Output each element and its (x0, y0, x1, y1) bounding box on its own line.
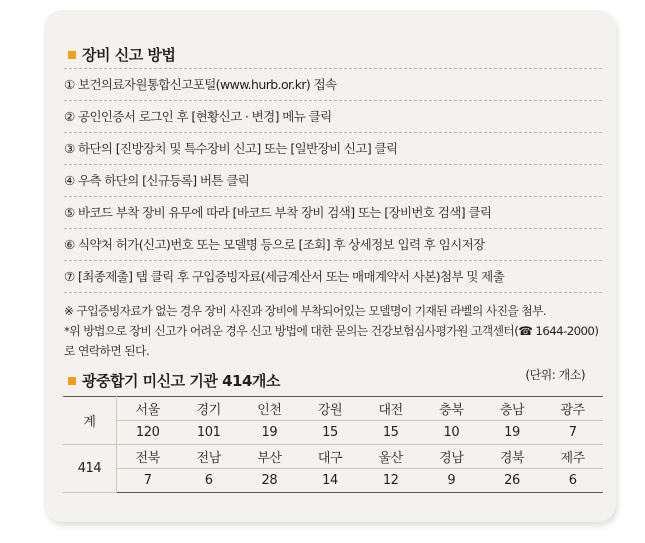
divider (64, 132, 602, 133)
step-1: ① 보건의료자원통합신고포털(www.hurb.or.kr) 접속 (64, 77, 337, 92)
count-cell: 10 (421, 421, 482, 445)
count-cell: 19 (239, 421, 300, 445)
section-header-unregistered (68, 370, 280, 391)
step-6: ⑥ 식약처 허가(신고)번호 또는 모델명 등으로 [조회] 후 상세정보 입력 후 임시저장 (64, 237, 485, 252)
note-evidence: ※ 구입증빙자료가 없는 경우 장비 사진과 장비에 부착되어있는 모델명이 기재된 라벨의 사진을 첨부. (64, 304, 547, 318)
count-cell: 6 (542, 469, 603, 493)
region-cell: 제주 (542, 445, 603, 469)
region-cell: 대전 (360, 397, 421, 421)
count-cell: 15 (360, 421, 421, 445)
table-row (63, 421, 603, 445)
divider (64, 292, 602, 293)
section-header-registration (68, 44, 175, 65)
table-row (63, 469, 603, 493)
region-cell: 전북 (117, 445, 179, 469)
step-4: ④ 우측 하단의 [신규등록] 버튼 클릭 (64, 173, 250, 188)
divider (64, 196, 602, 197)
region-cell: 충남 (482, 397, 543, 421)
unregistered-table (63, 396, 603, 493)
region-cell: 부산 (239, 445, 300, 469)
divider (64, 228, 602, 229)
unit-label: (단위: 개소) (525, 368, 585, 382)
region-cell: 충북 (421, 397, 482, 421)
count-cell: 15 (300, 421, 361, 445)
count-cell: 28 (239, 469, 300, 493)
count-cell: 101 (178, 421, 239, 445)
bullet-square-icon (68, 377, 76, 385)
count-cell: 14 (300, 469, 361, 493)
step-2: ② 공인인증서 로그인 후 [현황신고 · 변경] 메뉴 클릭 (64, 109, 332, 124)
count-cell: 12 (360, 469, 421, 493)
count-cell: 7 (542, 421, 603, 445)
region-cell: 경기 (178, 397, 239, 421)
count-cell: 6 (178, 469, 239, 493)
total-label: 계 (63, 397, 117, 445)
count-cell: 120 (117, 421, 179, 445)
step-5: ⑤ 바코드 부착 장비 유무에 따라 [바코드 부착 장비 검색] 또는 [장비번호 검색] 클릭 (64, 205, 492, 220)
count-cell: 19 (482, 421, 543, 445)
divider (64, 164, 602, 165)
region-cell: 강원 (300, 397, 361, 421)
step-3: ③ 하단의 [진방장치 및 특수장비 신고] 또는 [일반장비 신고] 클릭 (64, 141, 398, 156)
bullet-square-icon (68, 51, 76, 59)
region-cell: 광주 (542, 397, 603, 421)
region-cell: 인천 (239, 397, 300, 421)
divider (64, 68, 602, 69)
region-cell: 울산 (360, 445, 421, 469)
table-row (63, 397, 603, 421)
count-cell: 9 (421, 469, 482, 493)
note-contact: *위 방법으로 장비 신고가 어려운 경우 신고 방법에 대한 문의는 건강보험심사평가원 고객센터(☎ 1644-2000)로 연락하면 된다. (64, 324, 599, 358)
total-value: 414 (63, 445, 117, 493)
region-cell: 대구 (300, 445, 361, 469)
count-cell: 7 (117, 469, 179, 493)
step-7: ⑦ [최종제출] 탭 클릭 후 구입증빙자료(세금계산서 또는 매매계약서 사본)첨부 및 제출 (64, 269, 505, 284)
section-title: 광중합기 미신고 기관 414개소 (82, 372, 280, 390)
region-cell: 경남 (421, 445, 482, 469)
divider (64, 260, 602, 261)
region-cell: 전남 (178, 445, 239, 469)
section-title: 장비 신고 방법 (82, 46, 176, 64)
table-row (63, 445, 603, 469)
region-cell: 경북 (482, 445, 543, 469)
region-cell: 서울 (117, 397, 179, 421)
divider (64, 100, 602, 101)
count-cell: 26 (482, 469, 543, 493)
